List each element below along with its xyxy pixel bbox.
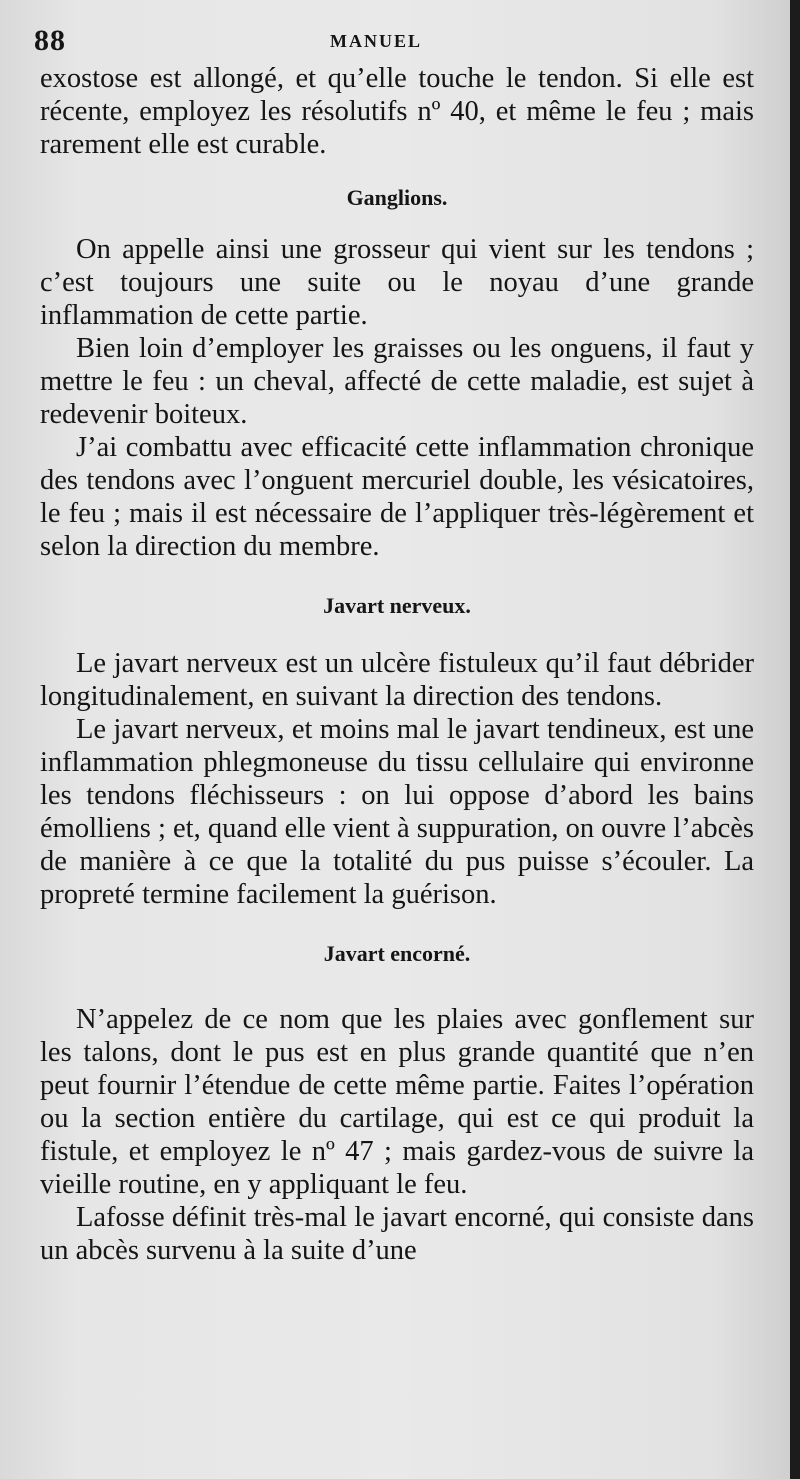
running-head: MANUEL (330, 31, 422, 51)
page-edge-shadow (790, 0, 800, 1479)
section-heading-javart-nerveux: Javart nerveux. (323, 593, 471, 618)
paragraph: Le javart nerveux est un ulcère fistuleux qu’il faut débrider longitudinalement, en suivant la direction des tendons. (40, 648, 754, 712)
paragraph: Bien loin d’employer les graisses ou les onguens, il faut y mettre le feu : un cheval, affecté de cette maladie, est sujet à redevenir boiteux. (40, 333, 754, 430)
section-heading-ganglions: Ganglions. (346, 185, 448, 210)
page-header (34, 22, 754, 62)
paragraph: On appelle ainsi une grosseur qui vient sur les tendons ; c’est toujours une suite ou le noyau d’une grande inflammation de cette partie. (40, 234, 754, 331)
paragraph: Le javart nerveux, et moins mal le javart tendineux, est une inflammation phlegmoneuse du tissu cellulaire qui environne les tendons fléchisseurs : on lui oppose d’abord les bains émolliens ; et, quand elle vient à suppuration, on ouvre l’abcès de manière à ce que la totalité du pus puisse s’écouler. La propreté termine facilement la guérison. (40, 714, 754, 910)
paragraph: J’ai combattu avec efficacité cette inflammation chronique des tendons avec l’onguent mercuriel double, les vésicatoires, le feu ; mais il est nécessaire de l’appliquer très-légèrement et selon la direction du membre. (40, 432, 754, 562)
paragraph: exostose est allongé, et qu’elle touche le tendon. Si elle est récente, employez les résolutifs nº 40, et même le feu ; mais rarement elle est curable. (40, 63, 754, 160)
section-heading-javart-encorne: Javart encorné. (323, 941, 471, 966)
paragraph: Lafosse définit très-mal le javart encorné, qui consiste dans un abcès survenu à la suite d’une (40, 1202, 754, 1266)
paragraph: N’appelez de ce nom que les plaies avec gonflement sur les talons, dont le pus est en plus grande quantité que n’en peut fournir l’étendue de cette même partie. Faites l’opération ou la section entière du cartilage, qui est ce qui produit la fistule, et employez le nº 47 ; mais gardez-vous de suivre la vieille routine, en y appliquant le feu. (40, 1004, 754, 1200)
page-number: 88 (34, 24, 66, 57)
